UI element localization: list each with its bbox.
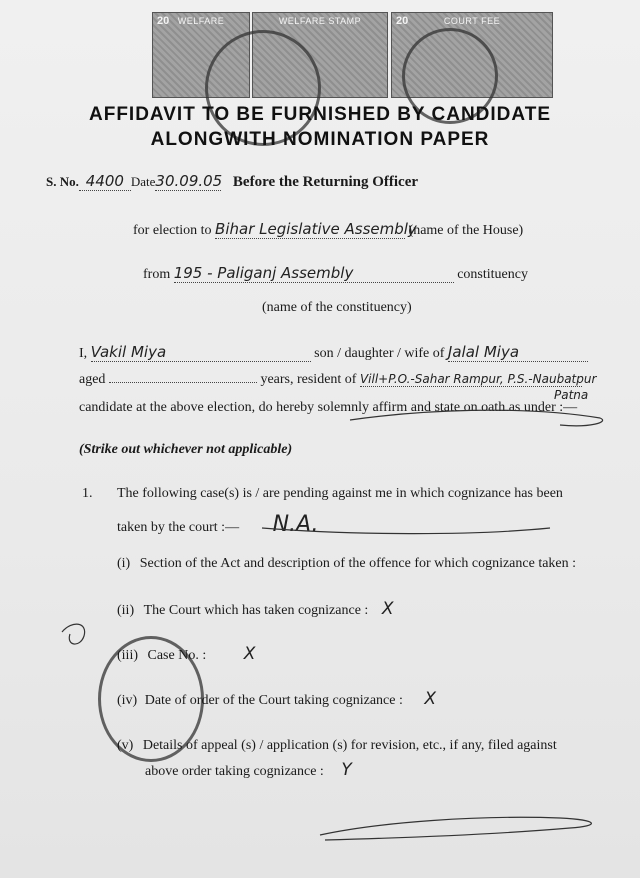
sub-item-mark: X: [424, 689, 436, 709]
sub-item-text-cont: above order taking cognizance :: [145, 764, 324, 779]
page-subtitle: ALONGWITH NOMINATION PAPER: [150, 129, 490, 150]
serial-value: 4400: [79, 172, 131, 191]
stamp-value: 20: [396, 15, 409, 27]
date-value: 30.09.05: [155, 172, 223, 190]
item1-answer: N.A.: [272, 512, 319, 537]
sub-item-text: Section of the Act and description of the offence for which cognizance taken :: [139, 556, 577, 571]
stamp-value: 20: [157, 15, 170, 27]
aged-label: aged: [79, 372, 106, 387]
sub-item-label: (ii): [117, 603, 135, 618]
residence-value: Vill+P.O.-Sahar Rampur, P.S.-Naubatpur: [359, 372, 597, 386]
sub-item-text: Case No. :: [147, 648, 207, 663]
house-name-value: Bihar Legislative Assembly: [215, 220, 417, 238]
constituency-name-label: (name of the constituency): [262, 300, 412, 315]
serial-label: S. No.: [46, 174, 79, 189]
sub-item-mark: X: [381, 599, 394, 619]
constituency-value: 195 - Paliganj Assembly: [174, 264, 454, 283]
years-resident-label: years, resident of: [260, 372, 357, 387]
item1-number: 1.: [82, 486, 93, 501]
parent-name: Jalal Miya: [448, 343, 588, 362]
for-election-label: for election to: [133, 223, 212, 238]
candidate-statement: candidate at the above election, do hereby solemnly affirm and state on oath as under :—: [79, 400, 578, 415]
page-title: AFFIDAVIT TO BE FURNISHED BY CANDIDATE: [89, 104, 551, 125]
constituency-label: constituency: [457, 267, 528, 282]
sub-item-text: Details of appeal (s) / application (s) for revision, etc., if any, filed against: [142, 738, 557, 753]
item1-text-line2-label: taken by the court :—: [117, 520, 240, 535]
item1-text-line1: The following case(s) is / are pending against me in which cognizance has been: [117, 486, 563, 501]
sub-item-label: (iv): [117, 693, 138, 708]
candidate-name: Vakil Miya: [91, 343, 311, 362]
sub-item-label: (v): [117, 738, 134, 753]
stamp-label: COURT FEE: [443, 16, 501, 26]
date-label: Date: [130, 174, 156, 189]
stamp-label: WELFARE STAMP: [278, 16, 362, 26]
from-label: from: [143, 267, 171, 282]
sub-item-text: Date of order of the Court taking cognizance :: [144, 693, 403, 708]
returning-officer-heading: Before the Returning Officer: [232, 174, 419, 190]
stamp-label: WELFARE: [177, 16, 225, 26]
residence-extra: Patna: [554, 388, 589, 402]
sub-item-label: (iii): [117, 648, 138, 663]
sub-item-text: The Court which has taken cognizance :: [143, 603, 369, 618]
sub-item-mark: Y: [341, 760, 352, 780]
relation-label: son / daughter / wife of: [314, 346, 445, 361]
sub-item-label: (i): [117, 556, 131, 571]
i-label: I,: [79, 346, 88, 361]
house-label: (name of the House): [408, 223, 524, 238]
sub-item-mark: X: [243, 644, 256, 664]
strike-note: (Strike out whichever not applicable): [79, 442, 293, 457]
